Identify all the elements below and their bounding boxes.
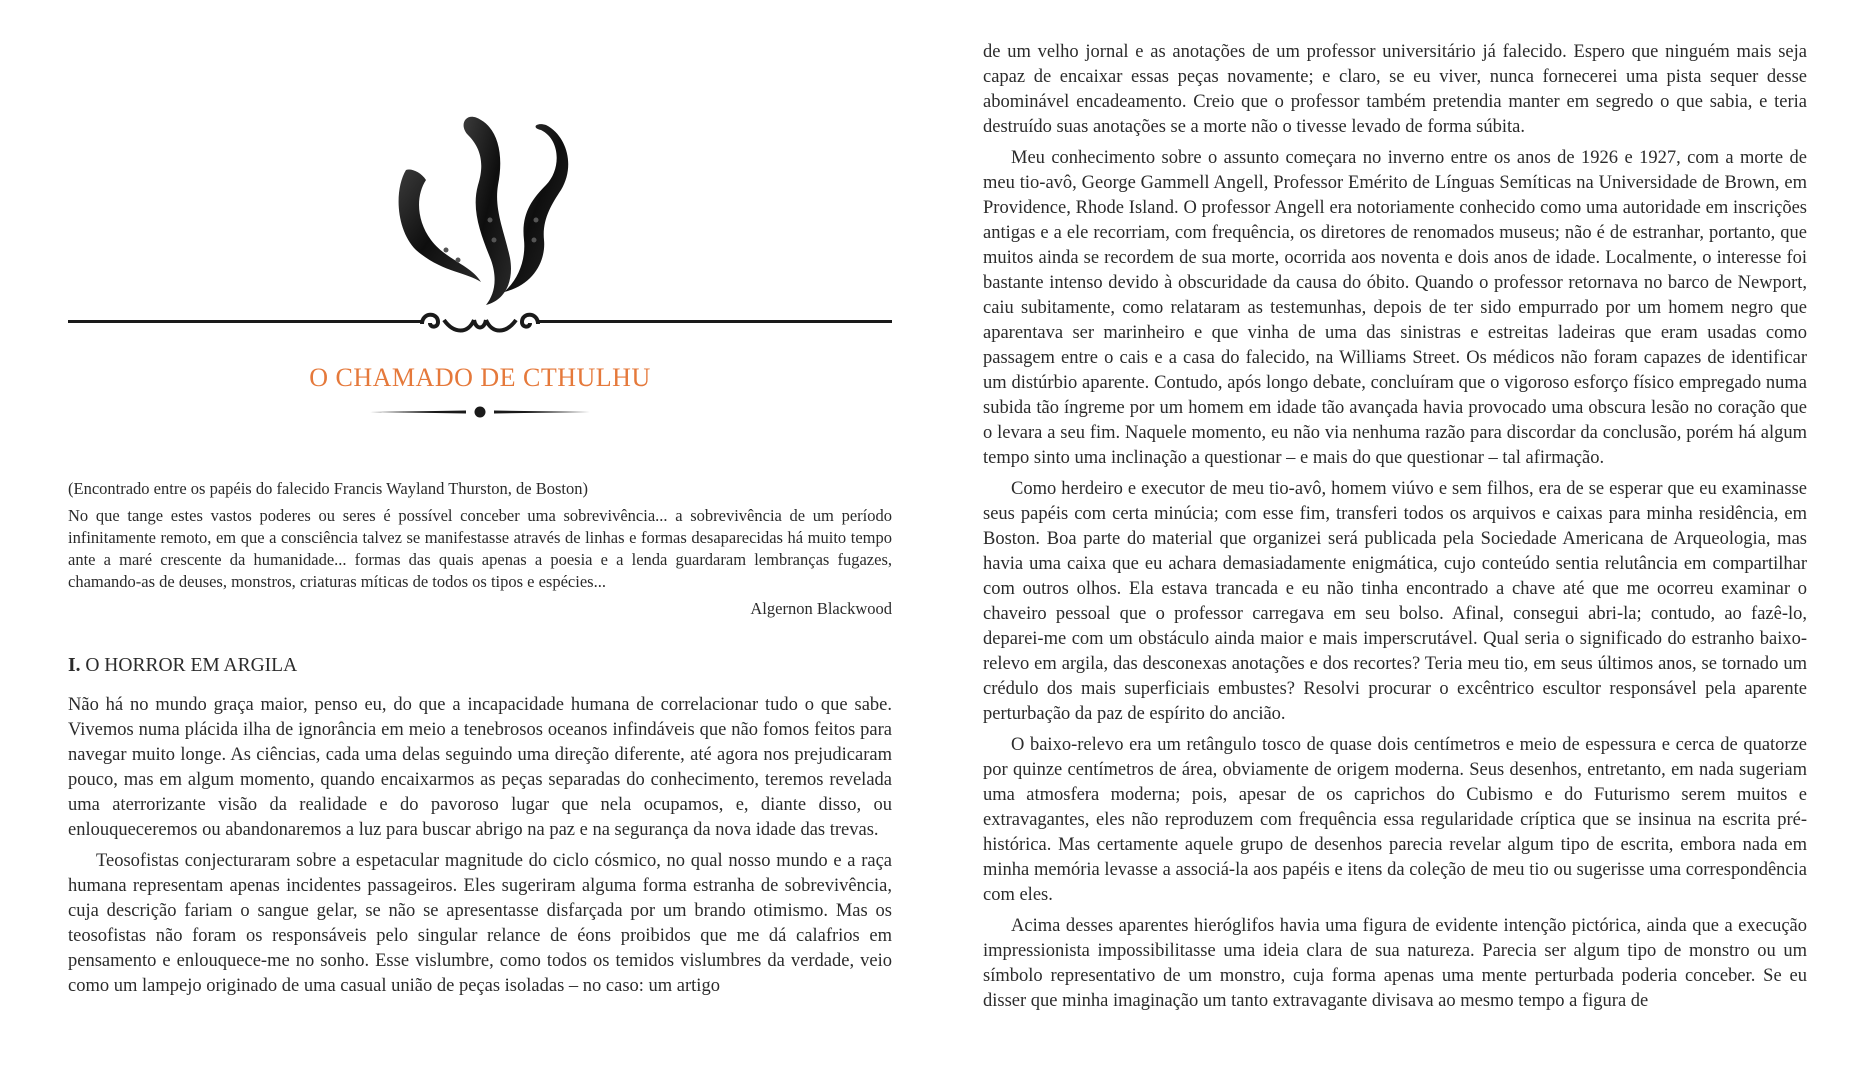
chapter-heading	[68, 655, 892, 677]
body-paragraph: Acima desses aparentes hieróglifos havia uma figura de evidente intenção pictórica, ainda que a execução impressionista impossibilitasse uma ideia clara de sua natureza. Parecia ser algum tipo de monstro ou um símbolo representativo de um monstro, cuja forma apenas uma mente perturbada poderia conceber. Se eu disser que minha imaginação um tanto extravagante divisava ao mesmo tempo a figura de	[983, 916, 1807, 1011]
epigraph-author: Algernon Blackwood	[750, 599, 892, 618]
epigraph-text: No que tange estes vastos poderes ou seres é possível conceber uma sobrevivência... a sobrevivência de um período infinitamente remoto, em que a consciência talvez se manifestasse através de linhas e formas desaparecidas há muito tempo ante a maré crescente da humanidade... formas das quais apenas a poesia e a lenda guardaram lembranças fugazes, chamando-as de deuses, monstros, criaturas míticas de todos os tipos e espécies...	[68, 506, 892, 591]
chapter-title: O HORROR EM ARGILA	[85, 655, 298, 676]
body-paragraph: Não há no mundo graça maior, penso eu, do que a incapacidade humana de correlacionar tudo o que sabe. Vivemos numa plácida ilha de ignorância em meio a tenebrosos oceanos infindáveis que não fomos feitos para navegar muito longe. As ciências, cada uma delas seguindo uma direção diferente, até agora nos prejudicaram pouco, mas em algum momento, quando encaixarmos as peças separadas do conhecimento, teremos revelada uma aterrorizante visão da realidade e do pavoroso lugar que nela ocupamos, e, diante disso, ou enlouqueceremos ou abandonaremos a luz para buscar abrigo na paz e na segurança da nova idade das trevas.	[68, 695, 892, 840]
chapter-number: I.	[68, 655, 81, 676]
epigraph-source: (Encontrado entre os papéis do falecido Francis Wayland Thurston, de Boston)	[68, 479, 588, 498]
scroll-ornament-icon	[414, 306, 546, 338]
body-paragraph: Teosofistas conjecturaram sobre a espetacular magnitude do ciclo cósmico, no qual nosso mundo e a raça humana representam apenas incidentes passageiros. Eles sugeriram alguma forma estranha de sobrevivência, cuja descrição fariam o sangue gelar, se não se apresentasse disfarçada por um brando otimismo. Mas os teosofistas não foram os responsáveis pelo singular relance de éons proibidos que me dá calafrios em pensamento e enlouquece-me no sonho. Esse vislumbre, como todos os temidos vislumbres da verdade, veio como um lampejo originado de uma casual união de peças isoladas – no caso: um artigo	[68, 851, 892, 996]
page-title: O CHAMADO DE CTHULHU	[309, 363, 651, 392]
dot-divider-icon	[370, 405, 590, 419]
header-ornament	[68, 100, 892, 345]
body-paragraph: O baixo-relevo era um retângulo tosco de quase dois centímetros e meio de espessura e cerca de quatorze por quinze centímetros de área, obviamente de origem moderna. Seus desenhos, entretanto, em nada sugeriam uma atmosfera moderna; pois, apesar de os caprichos do Cubismo e do Futurismo serem muitos e extravagantes, eles não reproduzem com frequência essa regularidade críptica que se insinua na escrita pré-histórica. Mas certamente aquele grupo de desenhos parecia revelar algum tipo de escrita, embora nada em minha memória levasse a associá-la aos papéis e itens da coleção de meu tio ou sugerisse uma correspondência com eles.	[983, 735, 1807, 905]
right-page	[983, 40, 1807, 1020]
body-paragraph: Meu conhecimento sobre o assunto começara no inverno entre os anos de 1926 e 1927, com a morte de meu tio-avô, George Gammell Angell, Professor Emérito de Línguas Semíticas na Universidade de Brown, em Providence, Rhode Island. O professor Angell era notoriamente conhecido como uma autoridade em inscrições antigas e a ele recorriam, com frequência, os diretores de renomados museus; não é de estranhar, portanto, que muitos ainda se recordem de sua morte, ocorrida aos noventa e dois anos de idade. Localmente, o interesse foi bastante intenso devido à obscuridade da causa do óbito. Quando o professor retornava no barco de Newport, caiu subitamente, como relataram as testemunhas, depois de ter sido empurrado por um homem negro que aparentava ser marinheiro e que vinha de uma das sinistras e estreitas ladeiras que eram usadas como passagem entre o cais e a casa do falecido, na Williams Street. Os médicos não foram capazes de identificar um distúrbio aparente. Contudo, após longo debate, concluíram que o vigoroso esforço físico empregado numa subida tão íngreme por um homem em idade tão avançada havia provocado uma obscura lesão no coração que o levara a seu fim. Naquele momento, eu não via nenhuma razão para discordar da conclusão, porém há algum tempo sinto uma inclinação a questionar – e mais do que questionar – tal afirmação.	[983, 148, 1807, 468]
body-paragraph: de um velho jornal e as anotações de um professor universitário já falecido. Espero que ninguém mais seja capaz de encaixar essas peças novamente; e claro, se eu viver, nunca fornecerei uma pista sequer desse abominável encadeamento. Creio que o professor também pretendia manter em segredo o que sabia, e teria destruído suas anotações se a morte não o tivesse levado de forma súbita.	[983, 42, 1807, 137]
tentacle-illustration-icon	[386, 100, 576, 310]
left-page	[68, 100, 892, 1005]
body-paragraph: Como herdeiro e executor de meu tio-avô, homem viúvo e sem filhos, era de se esperar que eu examinasse seus papéis com certa minúcia; com esse fim, transferi todos os arquivos e caixas para minha residência, em Boston. Boa parte do material que organizei será publicada pela Sociedade Americana de Arqueologia, mas havia uma caixa que eu achara demasiadamente enigmática, cujo conteúdo sentia relutância em compartilhar com outros olhos. Ela estava trancada e eu não tinha encontrado a chave até que me ocorreu examinar o chaveiro pessoal que o professor carregava em seu bolso. Afinal, consegui abri-la; contudo, ao fazê-lo, deparei-me com um obstáculo ainda maior e mais imperscrutável. Qual seria o significado do estranho baixo-relevo em argila, das desconexas anotações e dos recortes? Teria meu tio, em seus últimos anos, se tornado um crédulo dos mais superficiais embustes? Resolvi procurar o excêntrico escultor responsável pela aparente perturbação da paz de espírito do ancião.	[983, 479, 1807, 724]
